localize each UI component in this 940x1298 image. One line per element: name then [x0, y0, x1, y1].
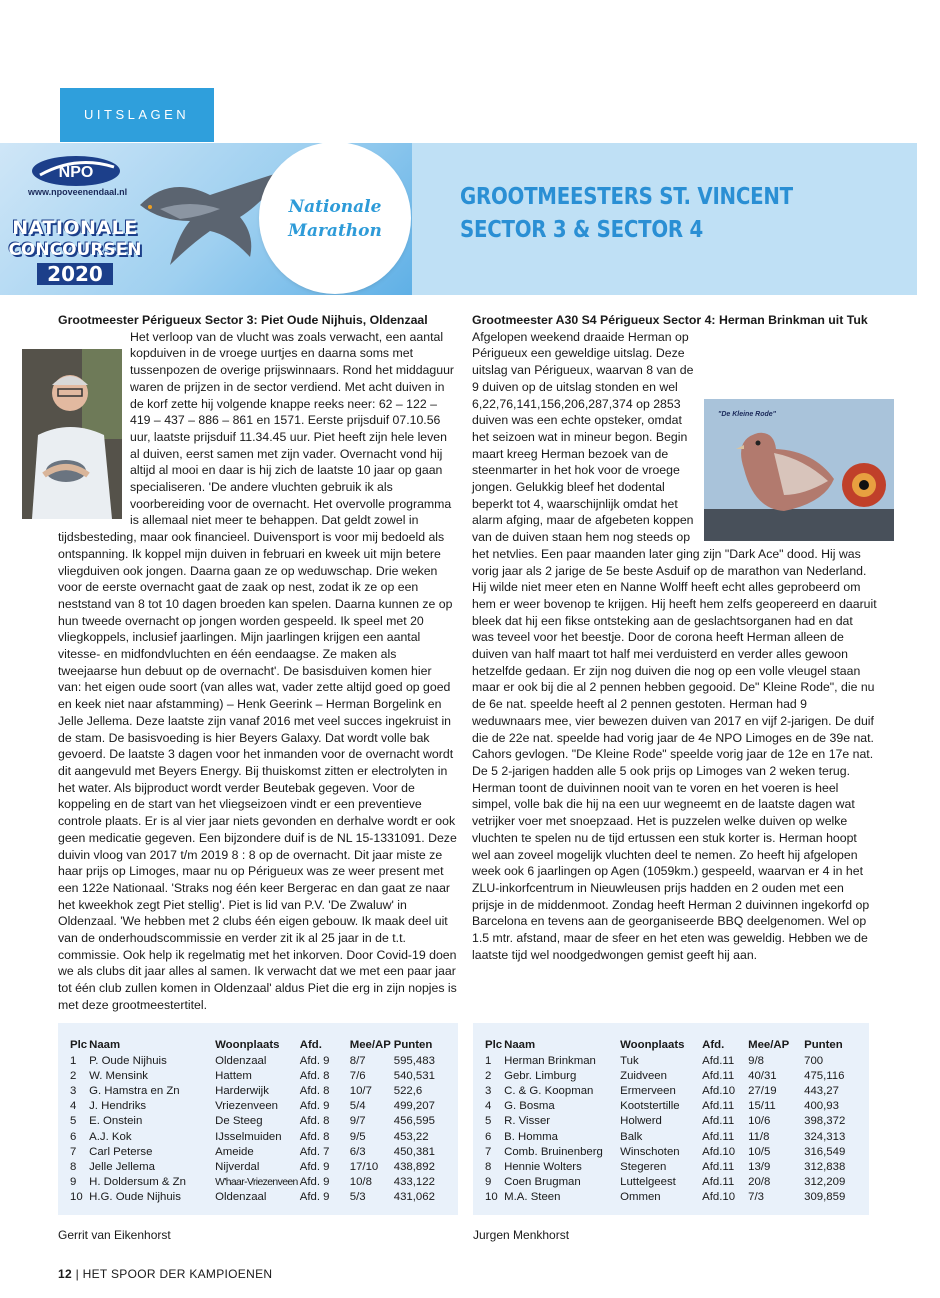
cell-plc: 5	[485, 1115, 492, 1128]
cell-woonplaats: Zuidveen	[620, 1069, 667, 1082]
cell-mee-ap: 5/3	[349, 1191, 366, 1204]
cell-naam: B. Homma	[504, 1130, 558, 1143]
cell-woonplaats: Ameide	[215, 1145, 254, 1158]
cell-naam: J. Hendriks	[89, 1100, 147, 1113]
cell-plc: 6	[70, 1130, 77, 1143]
cell-punten: 438,892	[393, 1160, 435, 1173]
cell-woonplaats: Tuk	[620, 1054, 639, 1067]
cell-plc: 2	[485, 1069, 492, 1082]
cell-mee-ap: 10/7	[349, 1084, 372, 1097]
cell-afd: Afd.11	[702, 1176, 735, 1189]
table-row	[70, 1175, 437, 1190]
cell-punten: 499,207	[393, 1100, 435, 1113]
article-left-subhead: Grootmeester Périgueux Sector 3: Piet Oude Nijhuis, Oldenzaal	[58, 313, 428, 327]
table-row	[70, 1129, 437, 1144]
cell-naam: Carl Peterse	[89, 1145, 153, 1158]
cell-plc: 4	[70, 1100, 77, 1113]
cell-plc: 10	[70, 1191, 83, 1204]
table-header-row	[485, 1037, 847, 1053]
cell-naam: M.A. Steen	[504, 1191, 561, 1204]
cell-afd: Afd.11	[702, 1160, 735, 1173]
cell-punten: 398,372	[804, 1115, 846, 1128]
cell-mee-ap: 6/3	[349, 1145, 366, 1158]
cell-mee-ap: 10/6	[748, 1115, 771, 1128]
cell-mee-ap: 5/4	[349, 1100, 366, 1113]
cell-mee-ap: 10/8	[349, 1176, 372, 1189]
page-footer	[58, 1267, 272, 1281]
cell-woonplaats: De Steeg	[215, 1115, 263, 1128]
article-left-column	[58, 312, 458, 1014]
results-table-sector3-grid	[70, 1037, 437, 1205]
banner-left-panel	[0, 143, 412, 295]
cell-mee-ap: 15/11	[748, 1100, 776, 1113]
author-right: Jurgen Menkhorst	[473, 1228, 570, 1242]
table-row	[70, 1099, 437, 1114]
col-header-plc: Plc	[485, 1039, 503, 1051]
cell-afd: Afd. 8	[299, 1115, 330, 1128]
cell-mee-ap: 11/8	[748, 1130, 770, 1143]
cell-punten: 433,122	[393, 1176, 435, 1189]
cell-naam: Herman Brinkman	[504, 1054, 596, 1067]
cell-afd: Afd.11	[702, 1100, 735, 1113]
table-row	[485, 1159, 847, 1174]
photo-caption: "De Kleine Rode"	[718, 410, 776, 418]
col-header-plc: Plc	[70, 1039, 88, 1051]
article-right-body: Afgelopen weekend draaide Herman op Périgueux een geweldige uitslag. Deze uitslag van Périgueux, waarvan 8 van de 9 duiven op de uitslag stonden en wel 6,22,76,141,156,206,287,374 op 2853 duiven was een echte opsteker, omdat het seizoen wat in mineur begon. Begin maart kreeg Herman bezoek van de steenmarter in het hok voor de vroege jongen. Gelukkig bleef het dodental beperkt tot 4, waarschijnlijk omdat het alarm afging, maar de afgebeten koppen van de duiven staan hem nog steeds op het netvlies. Een paar maanden later ging zijn "Dark Ace" dood. Hij was vorig jaar als 2 jarige de 5e beste Asduif op de marathon van Nederland. Hij wilde niet meer eten en Nanne Wolff heeft echt alles geprobeerd om hem er weer bovenop te krijgen. Hij heeft hem zelfs geopereerd en daaruit bleek dat hij een fikse ontsteking aan de geslachtsorganen had en dat was teveel voor het beestje. Door de corona heeft Herman alleen de duiven van half maart tot half mei verduisterd en verder alles gewoon hetzelfde gedaan. Er zijn nog duiven die nog op een volle vleugel staan maar er ook bij die al 2 pennen hebben gegooid. De" Kleine Rode", die nu de 6e nat. speelde heeft al 2 pennen gestoten. Herman had 9 weduwnaars mee, vier bewezen duiven van 2017 en vijf 2-jarigen. De duif die de 22e nat. speelde had vorig jaar de 4e NPO Limoges en de 39e nat. Cahors gevlogen. "De Kleine Rode" speelde vorig jaar de 12e en 17e nat. De 5 2-jarigen hadden alle 5 ook prijs op Limoges van 2 weken terug. Herman toont de duivinnen nooit van te voren en het voeren is heel simpel, volle bak die hij na een uur wegneemt en de laatste dagen wat vetrijker voer met snoepzaad. Het is puzzelen welke duiven op welke vluchten te spelen nu de tijd ertussen een stuk korter is. Herman hoopt wel aan zoveel mogelijk vluchten deel te nemen. Zo heeft hij afgelopen week ook 6 jaarlingen op Agen (1059km.) gespeeld, waarvan er 4 in het ZLU-inkorfcentrum in Nieuwleusen prijs hadden en 2 ouden met een prijsje in de middenmoot. Zondag heeft Herman 2 duivinnen ingekorfd op Barcelona en tevens aan de georganiseerde BBQ deelgenomen. Wel op 1.5 mtr. afstand, maar de sfeer en het eten was geweldig. Hebben we de laatste tijd wel noodgedwongen gemist geeft hij aan.	[472, 329, 877, 962]
photo-piet-oude-nijhuis	[22, 349, 122, 519]
table-row	[485, 1068, 847, 1083]
cell-plc: 1	[70, 1054, 77, 1067]
cell-punten: 700	[804, 1054, 824, 1067]
cell-woonplaats: Balk	[620, 1130, 643, 1143]
cell-punten: 309,859	[804, 1191, 846, 1204]
article-right-column	[472, 312, 878, 963]
cell-punten: 312,209	[804, 1176, 846, 1189]
cell-mee-ap: 20/8	[748, 1176, 771, 1189]
cell-punten: 540,531	[393, 1069, 435, 1082]
cell-plc: 8	[70, 1160, 77, 1173]
cell-punten: 456,595	[393, 1115, 435, 1128]
cell-afd: Afd.11	[702, 1130, 735, 1143]
col-header-afd: Afd.	[299, 1039, 322, 1051]
cell-mee-ap: 9/7	[349, 1115, 366, 1128]
cell-afd: Afd. 9	[299, 1160, 330, 1173]
table-row	[485, 1175, 847, 1190]
badge-line2: CONCOURSEN	[8, 240, 142, 260]
cell-woonplaats: Winschoten	[620, 1145, 680, 1158]
cell-afd: Afd.10	[702, 1145, 736, 1158]
nationale-concoursen-badge	[8, 217, 142, 287]
cell-punten: 475,116	[804, 1069, 845, 1082]
cell-afd: Afd.11	[702, 1069, 735, 1082]
cell-afd: Afd. 7	[299, 1145, 330, 1158]
cell-plc: 5	[70, 1115, 77, 1128]
table-row	[485, 1099, 847, 1114]
cell-woonplaats: Harderwijk	[215, 1084, 269, 1097]
cell-naam: A.J. Kok	[89, 1130, 132, 1143]
cell-punten: 400,93	[804, 1100, 839, 1113]
cell-naam: C. & G. Koopman	[504, 1084, 594, 1097]
table-row	[70, 1083, 437, 1098]
cell-naam: E. Onstein	[89, 1115, 143, 1128]
cell-punten: 431,062	[393, 1191, 435, 1204]
col-header-punten: Punten	[804, 1039, 843, 1051]
col-header-mee-ap: Mee/AP	[349, 1039, 391, 1051]
cell-naam: Jelle Jellema	[89, 1160, 155, 1173]
npo-logo-text: NPO	[58, 164, 94, 181]
col-header-punten: Punten	[393, 1039, 433, 1051]
cell-woonplaats: Hattem	[215, 1069, 252, 1082]
cell-woonplaats: Oldenzaal	[215, 1054, 267, 1067]
cell-afd: Afd. 9	[299, 1176, 330, 1189]
cell-woonplaats: Ermerveen	[620, 1084, 676, 1097]
cell-plc: 9	[485, 1176, 492, 1189]
cell-mee-ap: 7/3	[748, 1191, 764, 1204]
cell-plc: 2	[70, 1069, 77, 1082]
cell-naam: H.G. Oude Nijhuis	[89, 1191, 181, 1204]
cell-mee-ap: 13/9	[748, 1160, 771, 1173]
footer-separator: |	[75, 1267, 80, 1281]
cell-mee-ap: 9/5	[349, 1130, 366, 1143]
cell-mee-ap: 10/5	[748, 1145, 771, 1158]
page-number: 12	[58, 1267, 72, 1281]
circle-line1: Nationale	[288, 197, 382, 217]
cell-punten: 312,838	[804, 1160, 846, 1173]
article-right-subhead: Grootmeester A30 S4 Périgueux Sector 4: Herman Brinkman uit Tuk	[472, 313, 868, 327]
headline-line1: GROOTMEESTERS ST. VINCENT	[460, 184, 793, 210]
cell-woonplaats: Luttelgeest	[620, 1176, 676, 1189]
nationale-marathon-circle	[262, 145, 408, 291]
cell-woonplaats: IJsselmuiden	[215, 1130, 282, 1143]
col-header-mee-ap: Mee/AP	[748, 1039, 790, 1051]
author-left: Gerrit van Eikenhorst	[58, 1228, 171, 1242]
badge-line1: NATIONALE	[12, 217, 138, 239]
cell-plc: 4	[485, 1100, 492, 1113]
cell-afd: Afd. 9	[299, 1100, 330, 1113]
table-row	[70, 1159, 437, 1174]
cell-afd: Afd. 9	[299, 1191, 330, 1204]
col-header-woonplaats: Woonplaats	[215, 1039, 280, 1051]
results-table-sector4-grid	[485, 1037, 847, 1205]
cell-woonplaats: Vriezenveen	[215, 1100, 279, 1113]
section-label: UITSLAGEN	[84, 107, 190, 122]
cell-mee-ap: 7/6	[349, 1069, 366, 1082]
cell-naam: P. Oude Nijhuis	[89, 1054, 167, 1067]
cell-naam: Coen Brugman	[504, 1176, 581, 1189]
cell-woonplaats: Nijverdal	[215, 1160, 260, 1173]
cell-woonplaats: Oldenzaal	[215, 1191, 267, 1204]
cell-afd: Afd.10	[702, 1191, 736, 1204]
table-header-row	[70, 1037, 437, 1053]
article-left-body: Het verloop van de vlucht was zoals verwacht, een aantal kopduiven in de vroege uurtjes en daarna soms met tussenpozen de overige prijswinnaars. Rond het middaguur waren de prijzen in de sector verdiend. Met acht duiven in de korf zette hij volgende knappe reeks neer: 62 – 122 – 419 – 437 – 886 – 861 en 1571. Eerste prijsduif 07.10.56 uur, laatste prijsduif 11.34.45 uur. Piet heeft zijn hele leven al duiven, eerst samen met zijn vader. Overnacht vond hij altijd al mooi en daar is hij zich de laatste 10 jaar op gaan specialiseren. 'De andere vluchten gebruik ik als voorbereiding voor de overnacht. Het overvolle programma is allemaal niet meer te behappen. Dat geldt zowel in tijdsbesteding, maar ook financieel. Duivensport is voor mij bedoeld als ontspanning. Ik koppel mijn duiven in februari en kweek uit mijn betere vliegduiven ook jongen. Daarna gaan ze op weduwschap. Drie weken voor de eerste overnacht gaat de zaak op nest, zodat ik ze op een neststand van 8 tot 10 dagen broeden kan spelen. Daarna kunnen ze op hun tweede overnacht op jongen worden gespeeld. Ik speel met 20 vliegkoppels, inclusief jaarlingen. Mijn jaarlingen krijgen een aantal vitesse- en midfondvluchten en één eendaagse. Ze maken als tweejaarse hun debuut op de overnacht'. De basisduiven komen hier van: het eigen oude soort (van alles wat, vader zette altijd goed op goed en keek niet naar afstamming) – Henk Geerink – Herman Borgelink en Jelle Jellema. Deze laatste zijn vanaf 2016 met veel succes ingekruist in de stam. De basisvoeding is hier Beyers Galaxy. Dat wordt volle bak gevoerd. De laatste 3 dagen voor het inmanden voor de overnacht wordt dit aangevuld met Beyers Energy. Bij thuiskomst zitten er electrolyten in het water. Als bijproduct wordt verder Beutebak gegeven. Voor de koppeling en de start van het vliegseizoen vindt er een preventieve controle plaats. Er is al vier jaar niets gevonden en derhalve wordt er ook geen medicatie gegeven. Een bijzondere duif is de NL 15-1331091. Deze duivin vloog van 2017 t/m 2019 8 : 8 op de overnacht. Dit jaar miste ze haar prijs op Limoges, maar nu op Périgueux was ze weer present met een 122e Nationaal. 'Straks nog één keer Bergerac en dan gaat ze naar het kweekhok zegt Piet stellig'. Piet is lid van P.V. 'De Zwaluw' in Oldenzaal. 'We hebben met 2 clubs één eigen gebouw. Ik maak deel uit van de onderhoudscommissie en verder zit ik al 25 jaar in de t.t. commissie. Ook help ik regelmatig met het inkorven. Door Covid-19 doen we als clubs dit jaar alles al samen. Ik verwacht dat we met een paar jaar tot één club zullen komen in Oldenzaal' aldus Piet die erg in zijn nopjes is met deze grootmeestertitel.	[58, 329, 457, 1012]
cell-afd: Afd. 8	[299, 1130, 330, 1143]
photo-de-kleine-rode	[704, 399, 894, 541]
table-row	[485, 1190, 847, 1205]
table-row	[70, 1144, 437, 1159]
cell-mee-ap: 27/19	[748, 1084, 777, 1097]
magazine-name: HET SPOOR DER KAMPIOENEN	[82, 1267, 273, 1281]
cell-punten: 522,6	[393, 1084, 423, 1097]
person-with-pigeon-icon	[22, 349, 122, 519]
npo-url: www.npoveenendaal.nl	[28, 187, 128, 197]
cell-punten: 443,27	[804, 1084, 839, 1097]
cell-woonplaats: Kootstertille	[620, 1100, 680, 1113]
page-title	[460, 181, 793, 247]
cell-plc: 3	[70, 1084, 77, 1097]
cell-punten: 324,313	[804, 1130, 846, 1143]
results-table-sector3	[58, 1023, 458, 1215]
section-tab	[60, 88, 214, 142]
col-header-naam: Naam	[89, 1039, 121, 1051]
badge-year: 2020	[37, 263, 113, 285]
cell-plc: 10	[485, 1191, 498, 1204]
cell-woonplaats: Holwerd	[620, 1115, 662, 1128]
cell-punten: 595,483	[393, 1054, 435, 1067]
cell-naam: W. Mensink	[89, 1069, 148, 1082]
cell-afd: Afd.10	[702, 1084, 736, 1097]
table-row	[485, 1129, 847, 1144]
col-header-woonplaats: Woonplaats	[620, 1039, 685, 1051]
headline-line2: SECTOR 3 & SECTOR 4	[460, 217, 704, 243]
header-banner	[0, 143, 917, 295]
col-header-afd: Afd.	[702, 1039, 725, 1051]
results-table-sector4	[473, 1023, 869, 1215]
cell-mee-ap: 9/8	[748, 1054, 764, 1067]
cell-woonplaats: Ommen	[620, 1191, 661, 1204]
cell-naam: Comb. Bruinenberg	[504, 1145, 603, 1158]
table-row	[485, 1144, 847, 1159]
table-row	[70, 1190, 437, 1205]
cell-plc: 9	[70, 1176, 77, 1189]
cell-naam: G. Bosma	[504, 1100, 555, 1113]
table-row	[485, 1053, 847, 1068]
cell-plc: 3	[485, 1084, 492, 1097]
table-row	[70, 1068, 437, 1083]
cell-plc: 7	[70, 1145, 77, 1158]
cell-plc: 1	[485, 1054, 492, 1067]
npo-logo-icon	[30, 153, 122, 189]
cell-mee-ap: 17/10	[349, 1160, 379, 1173]
cell-plc: 7	[485, 1145, 492, 1158]
cell-plc: 8	[485, 1160, 492, 1173]
cell-woonplaats: Stegeren	[620, 1160, 667, 1173]
cell-naam: H. Doldersum & Zn	[89, 1176, 186, 1189]
table-row	[485, 1083, 847, 1098]
cell-afd: Afd. 9	[299, 1054, 330, 1067]
cell-afd: Afd. 8	[299, 1084, 330, 1097]
table-row	[485, 1114, 847, 1129]
cell-afd: Afd.11	[702, 1115, 735, 1128]
circle-line2: Marathon	[288, 221, 382, 241]
cell-afd: Afd. 8	[299, 1069, 330, 1082]
cell-mee-ap: 8/7	[349, 1054, 366, 1067]
cell-naam: R. Visser	[504, 1115, 551, 1128]
cell-naam: Hennie Wolters	[504, 1160, 582, 1173]
cell-naam: Gebr. Limburg	[504, 1069, 577, 1082]
cell-naam: G. Hamstra en Zn	[89, 1084, 180, 1097]
cell-punten: 453,22	[393, 1130, 429, 1143]
table-row	[70, 1053, 437, 1068]
table-row	[70, 1114, 437, 1129]
banner-right-panel	[412, 143, 917, 295]
cell-woonplaats: W'haar-Vriezenveen	[215, 1176, 298, 1188]
cell-punten: 450,381	[393, 1145, 435, 1158]
cell-mee-ap: 40/31	[748, 1069, 777, 1082]
cell-afd: Afd.11	[702, 1054, 735, 1067]
cell-punten: 316,549	[804, 1145, 846, 1158]
cell-plc: 6	[485, 1130, 492, 1143]
col-header-naam: Naam	[504, 1039, 536, 1051]
